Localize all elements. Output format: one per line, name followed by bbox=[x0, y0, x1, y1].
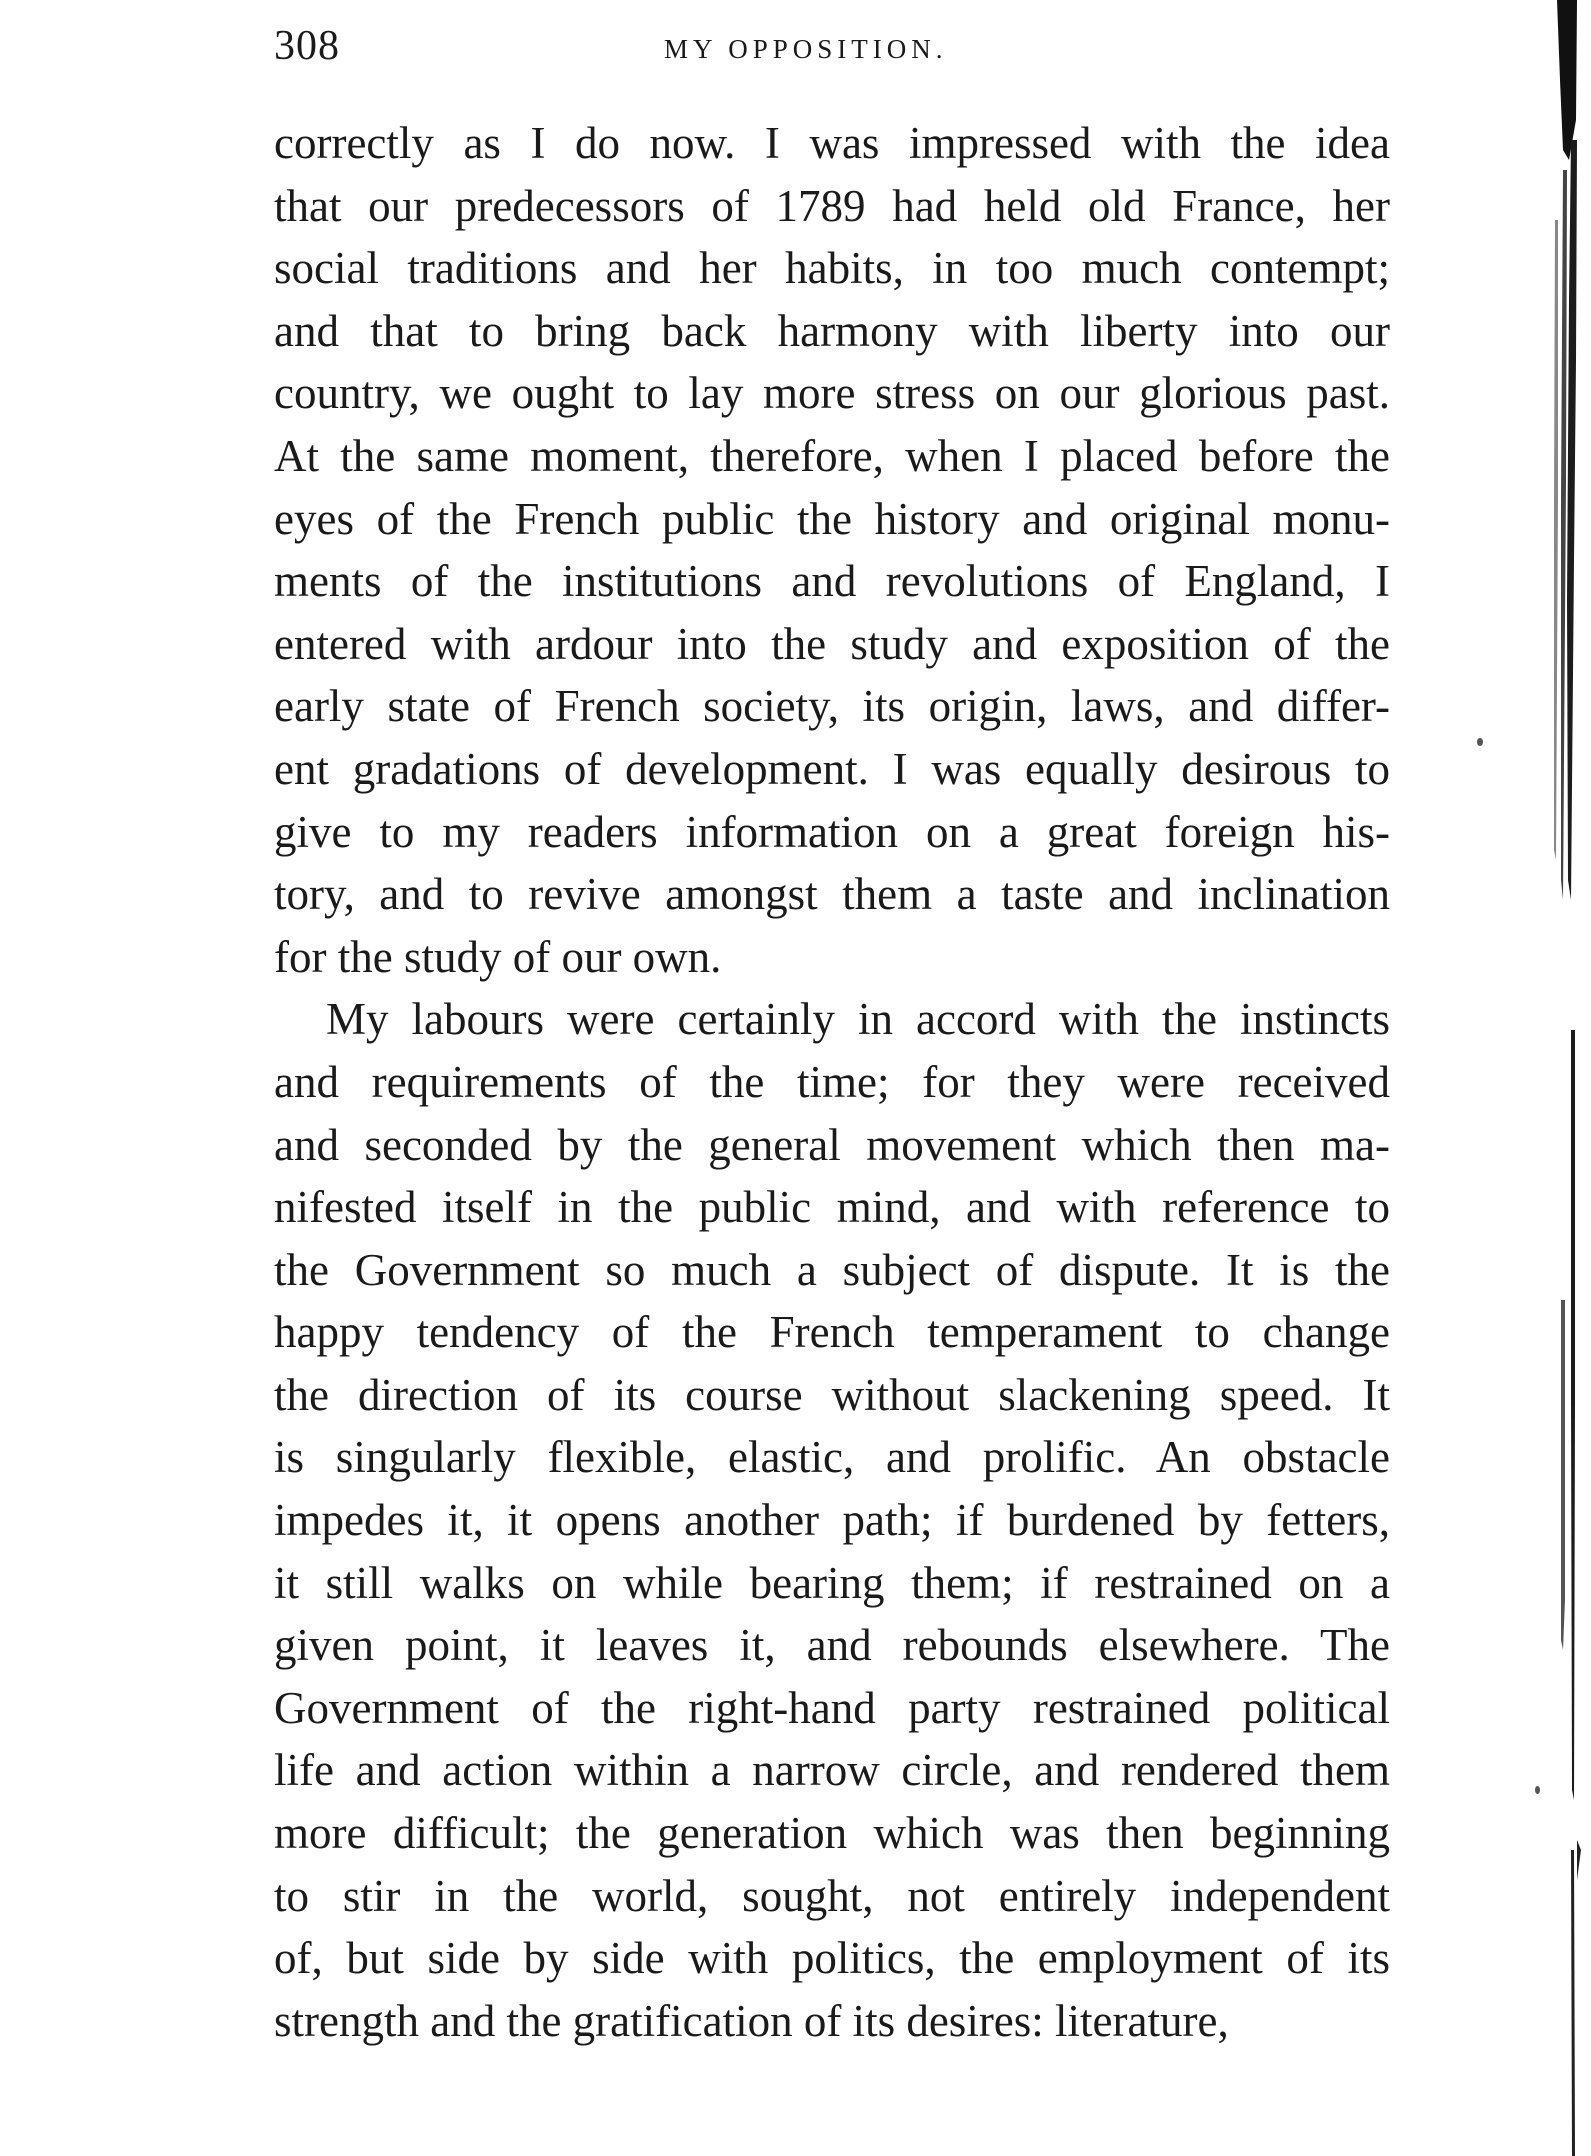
text-line: Government of the right-hand party restrained political bbox=[274, 1682, 1390, 1733]
text-line: and that to bring back harmony with liberty into our bbox=[274, 305, 1390, 356]
binding-shadow bbox=[1431, 0, 1591, 2156]
page-number: 308 bbox=[274, 23, 340, 69]
text-line: more difficult; the generation which was then beginning bbox=[274, 1808, 1390, 1859]
text-line: to stir in the world, sought, not entirely independent bbox=[274, 1870, 1390, 1921]
text-line: At the same moment, therefore, when I placed before the bbox=[274, 430, 1390, 481]
text-line: and seconded by the general movement which then ma- bbox=[274, 1119, 1390, 1170]
text-line: eyes of the French public the history and original monu- bbox=[274, 493, 1390, 544]
text-line: ments of the institutions and revolutions of England, I bbox=[274, 556, 1390, 607]
text-line: life and action within a narrow circle, and rendered them bbox=[274, 1745, 1390, 1796]
text-line: give to my readers information on a great foreign his- bbox=[274, 806, 1390, 857]
text-line: ent gradations of development. I was equally desirous to bbox=[274, 743, 1390, 794]
body-text bbox=[274, 112, 1390, 2052]
text-line: the Government so much a subject of dispute. It is the bbox=[274, 1244, 1390, 1295]
text-line: for the study of our own. bbox=[274, 931, 722, 982]
text-line: happy tendency of the French temperament to change bbox=[274, 1307, 1390, 1358]
text-line: of, but side by side with politics, the employment of its bbox=[274, 1933, 1390, 1984]
text-line: social traditions and her habits, in too much contempt; bbox=[274, 243, 1390, 294]
text-line: entered with ardour into the study and exposition of the bbox=[274, 618, 1390, 669]
running-title: MY OPPOSITION. bbox=[664, 34, 948, 64]
text-line: given point, it leaves it, and rebounds elsewhere. The bbox=[274, 1620, 1390, 1671]
text-line: tory, and to revive amongst them a taste and inclination bbox=[274, 869, 1390, 920]
text-line: is singularly flexible, elastic, and prolific. An obstacle bbox=[274, 1432, 1390, 1483]
text-line: My labours were certainly in accord with the instincts bbox=[326, 994, 1390, 1045]
text-line: and requirements of the time; for they were received bbox=[274, 1056, 1390, 1107]
text-line: that our predecessors of 1789 had held old France, her bbox=[274, 180, 1390, 231]
page-header bbox=[274, 22, 1384, 82]
text-line: correctly as I do now. I was impressed with the idea bbox=[274, 118, 1390, 168]
text-line: country, we ought to lay more stress on our glorious past. bbox=[274, 368, 1390, 419]
text-line: it still walks on while bearing them; if restrained on a bbox=[274, 1557, 1390, 1608]
text-line: nifested itself in the public mind, and with reference to bbox=[274, 1182, 1390, 1233]
text-line: strength and the gratification of its desires: literature, bbox=[274, 1995, 1229, 2046]
text-line: early state of French society, its origin, laws, and differ- bbox=[274, 681, 1390, 732]
text-line: impedes it, it opens another path; if burdened by fetters, bbox=[274, 1495, 1390, 1546]
text-line: the direction of its course without slackening speed. It bbox=[274, 1369, 1390, 1420]
